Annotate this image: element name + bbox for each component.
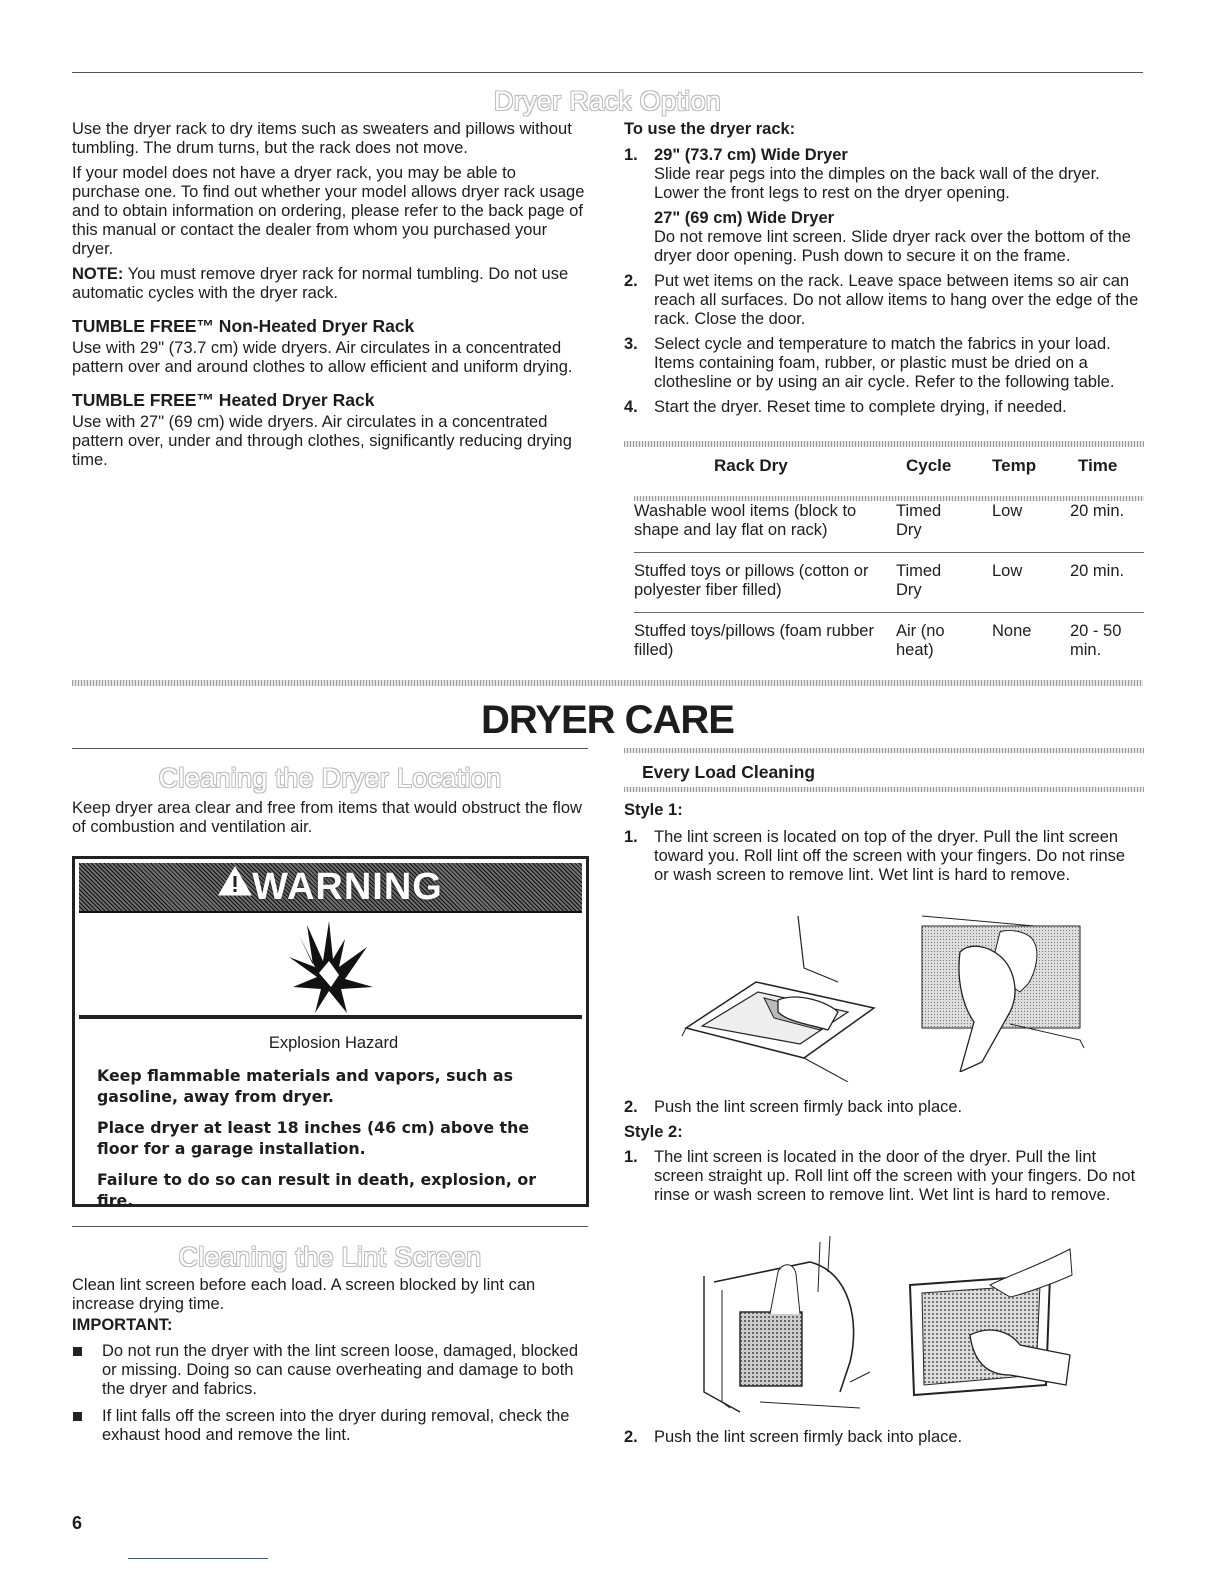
step-text-alt: Do not remove lint screen. Slide dryer rack over the bottom of the dryer door opening. Push down to secure it on the frame. [654,228,1131,265]
style2-section [624,1123,1144,1211]
warning-line: Failure to do so can result in death, explosion, or fire. [97,1170,536,1210]
warning-line: Place dryer at least 18 inches (46 cm) above the floor for a garage installation. [97,1118,530,1158]
rack-step [624,335,1144,392]
rack-steps [624,146,1144,417]
rack-dry-table [634,446,1144,672]
table-row [634,613,1144,673]
rack-no-rack: If your model does not have a dryer rack, you may be able to purchase one. To find out whether your model allows dryer rack usage and to obtain information on ordering, please refer to the back page of this manual or contact the dealer from whom you purchased your dryer. [72,164,585,258]
rack-note [72,265,588,303]
step-number: 1. [624,828,638,846]
table-cell-temp: Low [992,553,1070,613]
step-text: Start the dryer. Reset time to complete drying, if needed. [654,398,1067,416]
step-number: 1. [624,146,638,164]
lint-screen-door-illustration [700,1232,880,1422]
list-item: If lint falls off the screen into the dryer during removal, check the exhaust hood and remove the lint. [72,1407,588,1445]
heated-title: TUMBLE FREE™ Heated Dryer Rack [72,390,375,410]
table-cell-cycle: Timed Dry [896,502,942,539]
table-header-row [634,446,1144,490]
style1-steps [624,828,1144,885]
step-text: Slide rear pegs into the dimples on the back wall of the dryer. Lower the front legs to rest on the dryer opening. [654,165,1100,202]
table-header: Time [1078,456,1118,475]
dryer-care-title: DRYER CARE [481,698,734,742]
table-cell-temp: Low [992,502,1023,520]
important-list [72,1342,588,1445]
warning-label: WARNING [252,866,443,908]
every-load-title: Every Load Cleaning [642,762,816,782]
table-row [634,490,1144,553]
table-cell-cycle: Air (no heat) [896,613,992,673]
step-text: Push the lint screen firmly back into place. [654,1428,963,1446]
table-row [634,553,1144,613]
style1-label: Style 1: [624,801,683,819]
note-text: You must remove dryer rack for normal tumbling. Do not use automatic cycles with the dryer rack. [72,265,569,302]
lint-roll-door-illustration [900,1245,1080,1405]
nonheated-text: Use with 29" (73.7 cm) wide dryers. Air circulates in a concentrated pattern over and around clothes to allow efficient and uniform drying. [72,339,573,376]
section-divider [72,680,1143,686]
step-number: 4. [624,398,638,416]
table-cell-temp: None [992,613,1070,673]
to-use-title: To use the dryer rack: [624,120,796,138]
table-cell-time: 20 min. [1070,553,1144,613]
table-header: Rack Dry [714,456,788,475]
warning-header [79,863,582,911]
important-label: IMPORTANT: [72,1316,173,1334]
nonheated-title: TUMBLE FREE™ Non-Heated Dryer Rack [72,316,415,336]
warning-text [97,1033,570,1221]
location-text: Keep dryer area clear and free from items that would obstruct the flow of combustion and ventilation air. [72,799,582,836]
rack-right-column [624,120,1144,423]
step-text: Push the lint screen firmly back into place. [654,1098,963,1116]
table-header: Cycle [906,456,952,475]
section-title-rack: Dryer Rack Option [493,86,722,116]
step-title-alt: 27" (69 cm) Wide Dryer [654,209,835,227]
step-number: 2. [624,1428,638,1446]
list-item: Do not run the dryer with the lint screen loose, damaged, blocked or missing. Doing so can cause overheating and damage to both the dryer and fabrics. [72,1342,588,1399]
top-rule [72,72,1143,73]
table-header: Temp [992,456,1037,475]
location-title: Cleaning the Dryer Location [158,763,502,793]
lint-roll-top-illustration [910,912,1085,1072]
style1-section [624,801,1144,891]
rack-step [624,272,1144,329]
lint-title: Cleaning the Lint Screen [178,1242,482,1272]
lint-rule [72,1226,588,1227]
note-label: NOTE: [72,265,124,283]
lint-section [72,1276,588,1453]
step-text: Put wet items on the rack. Leave space between items so air can reach all surfaces. Do not allow items to hang over the edge of the rack. Close the door. [654,272,1139,328]
lint-screen-top-illustration [678,912,878,1082]
rack-left-column [72,120,588,476]
list-item [624,1148,1144,1205]
explosion-icon [285,917,375,1017]
step-number: 1. [624,1148,638,1166]
warning-triangle-icon [218,860,252,908]
bottom-blue-rule [128,1558,268,1559]
step-number: 2. [624,1098,638,1116]
warning-box [72,856,589,1210]
style1-step2 [624,1098,1144,1117]
location-rule [72,748,588,749]
rack-intro: Use the dryer rack to dry items such as sweaters and pillows without tumbling. The drum turns, but the rack does not move. [72,120,572,157]
step-number: 3. [624,335,638,353]
table-cell-item: Stuffed toys/pillows (foam rubber filled) [634,613,896,673]
heated-text: Use with 27" (69 cm) wide dryers. Air circulates in a concentrated pattern over, under and through clothes, significantly reducing drying time. [72,413,572,469]
style2-label: Style 2: [624,1123,683,1141]
list-item [624,828,1144,885]
step-number: 2. [624,272,638,290]
page-number: 6 [72,1513,83,1533]
warning-line: Keep flammable materials and vapors, such as gasoline, away from dryer. [97,1066,513,1106]
table-cell-time: 20 - 50 min. [1070,613,1144,673]
rack-step [624,146,1144,266]
table-cell-item: Stuffed toys or pillows (cotton or polyester fiber filled) [634,553,896,613]
lint-text: Clean lint screen before each load. A screen blocked by lint can increase drying time. [72,1276,536,1313]
step-text: The lint screen is located on top of the dryer. Pull the lint screen toward you. Roll lint off the screen with your fingers. Do not rinse or wash screen to remove lint. Wet lint is hard to remove. [654,828,1126,884]
table-cell-time: 20 min. [1070,502,1125,520]
step-title: 29" (73.7 cm) Wide Dryer [654,146,848,164]
style2-step2 [624,1428,1144,1447]
step-text: Select cycle and temperature to match the fabrics in your load. Items containing foam, rubber, or plastic must be dried on a clothesline or by using an air cycle. Refer to the following table. [654,335,1115,391]
warning-icon-panel [79,911,582,1019]
rack-step [624,398,1144,417]
warning-hazard: Explosion Hazard [268,1034,399,1052]
every-load-bottom-rule [624,787,1144,792]
style2-steps [624,1148,1144,1205]
every-load-top-rule [624,748,1144,753]
table-cell-item: Washable wool items (block to shape and lay flat on rack) [634,502,857,539]
step-text: The lint screen is located in the door of the dryer. Pull the lint screen straight up. Roll lint off the screen with your fingers. Do not rinse or wash screen to remove lint. Wet lint is hard to remove. [654,1148,1136,1204]
table-cell-cycle: Timed Dry [896,553,992,613]
